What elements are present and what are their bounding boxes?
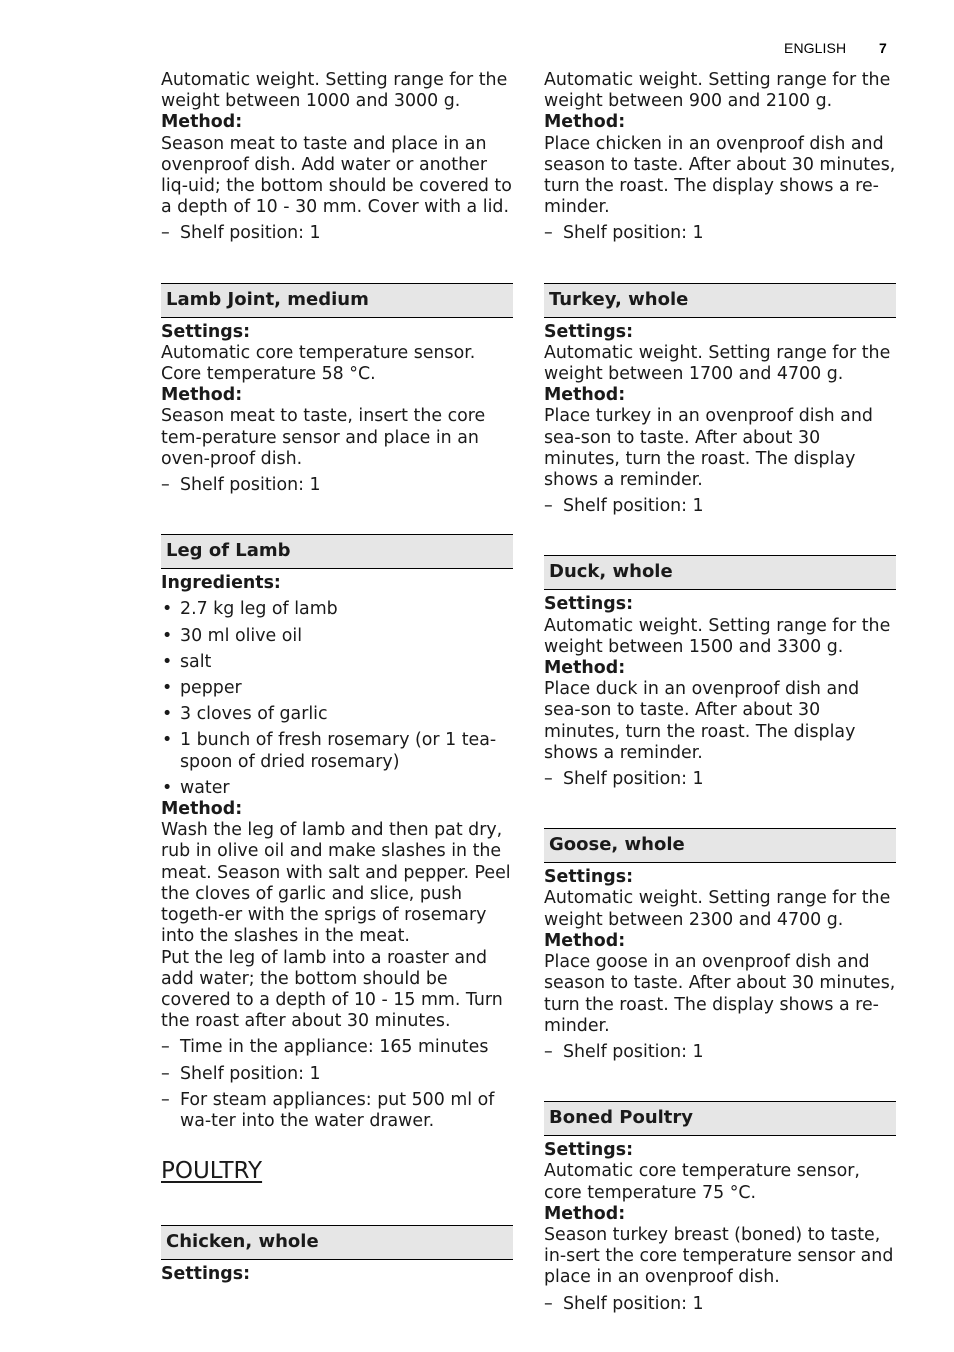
settings-text: Automatic weight. Setting range for the weight between 900 and 2100 g. (544, 70, 891, 112)
method-label: Method: (544, 112, 626, 133)
settings-text: Automatic weight. Setting range for the weight between 1000 and 3000 g. (161, 70, 508, 112)
left-column (161, 70, 513, 1285)
shelf-position: – Shelf position: 1 (161, 475, 513, 496)
chapter-heading: POULTRY (161, 1158, 263, 1185)
section-title: Goose, whole (544, 828, 896, 863)
notes-list (544, 223, 896, 244)
method-label: Method: (544, 1203, 626, 1224)
method-text: Place chicken in an ovenproof dish and season to taste. After about 30 minutes, turn the roast. The display shows a re-minder. (544, 133, 896, 218)
shelf-position: – Shelf position: 1 (161, 223, 513, 244)
recipe-duck-whole (544, 555, 896, 790)
recipe-continued-left (161, 70, 513, 245)
shelf-position: – Shelf position: 1 (544, 496, 896, 517)
ingredient-item: • 2.7 kg leg of lamb (161, 599, 513, 620)
notes-list (161, 223, 513, 244)
method-label: Method: (544, 658, 626, 679)
method-text: Place goose in an ovenproof dish and season to taste. After about 30 minutes, turn the roast. The display shows a re-minder. (544, 952, 896, 1036)
section-title: Leg of Lamb (161, 534, 513, 569)
recipe-leg-of-lamb (161, 534, 513, 1132)
method-text-continued: Put the leg of lamb into a roaster and add water; the bottom should be covered to a depth of 10 - 15 mm. Turn the roast after about 30 minutes. (161, 947, 503, 1032)
notes-list (544, 769, 896, 790)
section-title: Turkey, whole (544, 283, 896, 318)
settings-label: Settings: (544, 321, 634, 342)
ingredient-item: • pepper (161, 678, 513, 699)
settings-text: Automatic weight. Setting range for the weight between 1500 and 3300 g. (544, 615, 891, 657)
section-title: Chicken, whole (161, 1225, 513, 1260)
method-label: Method: (544, 930, 626, 951)
settings-label: Settings: (544, 594, 634, 615)
section-title: Lamb Joint, medium (161, 283, 513, 318)
notes-list (544, 1042, 896, 1063)
method-label: Method: (161, 385, 243, 406)
recipe-goose-whole (544, 828, 896, 1063)
method-text: Place duck in an ovenproof dish and sea-son to taste. After about 30 minutes, turn the roast. The display shows a reminder. (544, 679, 860, 763)
settings-text: Automatic core temperature sensor. Core temperature 58 °C. (161, 342, 476, 385)
method-text: Place turkey in an ovenproof dish and sea-son to taste. After about 30 minutes, turn the roast. The display shows a reminder. (544, 406, 873, 491)
ingredient-item: • 30 ml olive oil (161, 626, 513, 647)
settings-text: Automatic weight. Setting range for the weight between 1700 and 4700 g. (544, 342, 891, 385)
method-label: Method: (544, 385, 626, 406)
recipe-lamb-joint (161, 283, 513, 497)
notes-list (544, 1294, 896, 1315)
section-title: Duck, whole (544, 555, 896, 590)
notes-list (544, 496, 896, 517)
settings-label: Settings: (161, 321, 251, 342)
time-in-appliance: – Time in the appliance: 165 minutes (161, 1037, 513, 1058)
settings-label: Settings: (544, 1140, 634, 1161)
ingredients-label: Ingredients: (161, 573, 281, 594)
shelf-position: – Shelf position: 1 (544, 1294, 896, 1315)
shelf-position: – Shelf position: 1 (544, 1042, 896, 1063)
ingredient-item: • water (161, 778, 513, 799)
ingredient-item: • 3 cloves of garlic (161, 704, 513, 725)
recipe-continued-right (544, 70, 896, 245)
notes-list (161, 1037, 513, 1132)
shelf-position: – Shelf position: 1 (161, 1064, 513, 1085)
method-text: Season turkey breast (boned) to taste, in-sert the core temperature sensor and place in an ovenproof dish. (544, 1224, 894, 1288)
settings-text: Automatic core temperature sensor, core temperature 75 °C. (544, 1161, 860, 1203)
ingredient-item: • salt (161, 652, 513, 673)
settings-label: Settings: (161, 1264, 251, 1285)
settings-text: Automatic weight. Setting range for the weight between 2300 and 4700 g. (544, 888, 891, 930)
steam-note: – For steam appliances: put 500 ml of wa-ter into the water drawer. (161, 1090, 513, 1132)
page-number: 7 (879, 40, 887, 56)
shelf-position: – Shelf position: 1 (544, 769, 896, 790)
section-title: Boned Poultry (544, 1101, 896, 1136)
method-label: Method: (161, 799, 243, 820)
shelf-position: – Shelf position: 1 (544, 223, 896, 244)
recipe-chicken-whole (161, 1225, 513, 1285)
method-text: Season meat to taste and place in an ovenproof dish. Add water or another liq-uid; the bottom should be covered to a depth of 10 - 30 mm. Cover with a lid. (161, 133, 512, 218)
settings-label: Settings: (544, 867, 634, 888)
recipe-boned-poultry (544, 1101, 896, 1315)
recipe-turkey-whole (544, 283, 896, 518)
language-label: ENGLISH (784, 40, 847, 56)
method-text: Season meat to taste, insert the core tem-perature sensor and place in an oven-proof dish. (161, 406, 486, 469)
ingredients-list (161, 599, 513, 799)
right-column (544, 70, 896, 1315)
notes-list (161, 475, 513, 496)
ingredient-item: • 1 bunch of fresh rosemary (or 1 tea-spoon of dried rosemary) (161, 730, 513, 772)
method-label: Method: (161, 112, 243, 133)
method-text: Wash the leg of lamb and then pat dry, rub in olive oil and make slashes in the meat. Season with salt and pepper. Peel the cloves of garlic and slice, push togeth-er with the sprigs of rosemary into the slashes in the meat. (161, 820, 511, 947)
